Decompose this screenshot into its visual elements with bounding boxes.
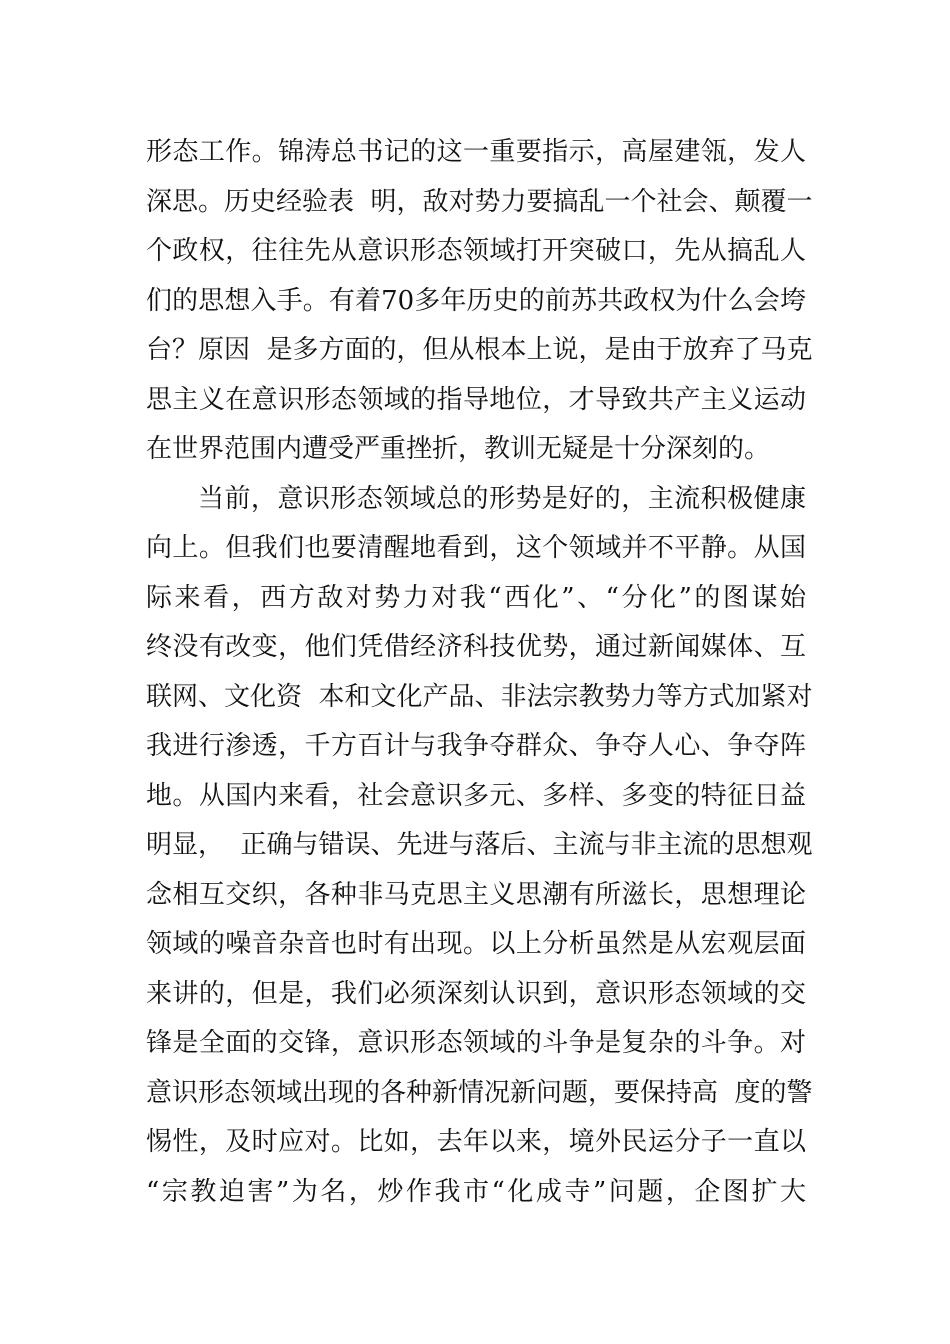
text-line: 际来看，西方敌对势力对我“西化”、“分化”的图谋始 [146,582,806,613]
text-line: 锋是全面的交锋，意识形态领域的斗争是复杂的斗争。对 [146,1028,806,1058]
text-line: 明显， 正确与错误、先进与落后、主流与非主流的思想观 [146,830,813,860]
text-line: 地。从国内来看，社会意识多元、多样、多变的特征日益 [146,780,806,811]
text-line: 惕性，及时应对。比如，去年以来，境外民运分子一直以 [146,1127,806,1157]
paragraph-first-line: 当前，意识形态领域总的形势是好的，主流积极健康 [198,483,806,514]
text-line: 终没有改变，他们凭借经济科技优势，通过新闻媒体、互 [146,632,806,662]
text-line: 我进行渗透，千方百计与我争夺群众、争夺人心、争夺阵 [146,731,806,761]
text-line: 联网、文化资 本和文化产品、非法宗教势力等方式加紧对 [146,681,813,712]
text-line: 深思。历史经验表 明，敌对势力要搞乱一个社会、颠覆一 [146,186,813,217]
text-line: 形态工作。锦涛总书记的这一重要指示，高屋建瓴，发人 [146,137,806,167]
text-line: 意识形态领域出现的各种新情况新问题，要保持高 度的警 [146,1077,813,1108]
body-text [146,128,813,1217]
text-line: 来讲的，但是，我们必须深刻认识到，意识形态领域的交 [146,978,806,1009]
text-line: 们的思想入手。有着70多年历史的前苏共政权为什么会垮 [146,285,806,316]
text-line: 台？原因 是多方面的，但从根本上说，是由于放弃了马克 [146,335,813,365]
text-line: 领域的噪音杂音也时有出现。以上分析虽然是从宏观层面 [146,929,806,959]
text-line: 向上。但我们也要清醒地看到，这个领域并不平静。从国 [146,533,806,563]
paragraph-end-line: 在世界范围内遭受严重挫折，教训无疑是十分深刻的。 [146,434,771,464]
text-line: 思主义在意识形态领域的指导地位，才导致共产主义运动 [146,384,806,415]
text-line: 个政权，往往先从意识形态领域打开突破口，先从搞乱人 [146,236,806,266]
text-line: 念相互交织，各种非马克思主义思潮有所滋长，思想理论 [146,879,806,910]
text-line: “宗教迫害”为名，炒作我市“化成寺”问题，企图扩大 [146,1176,806,1207]
